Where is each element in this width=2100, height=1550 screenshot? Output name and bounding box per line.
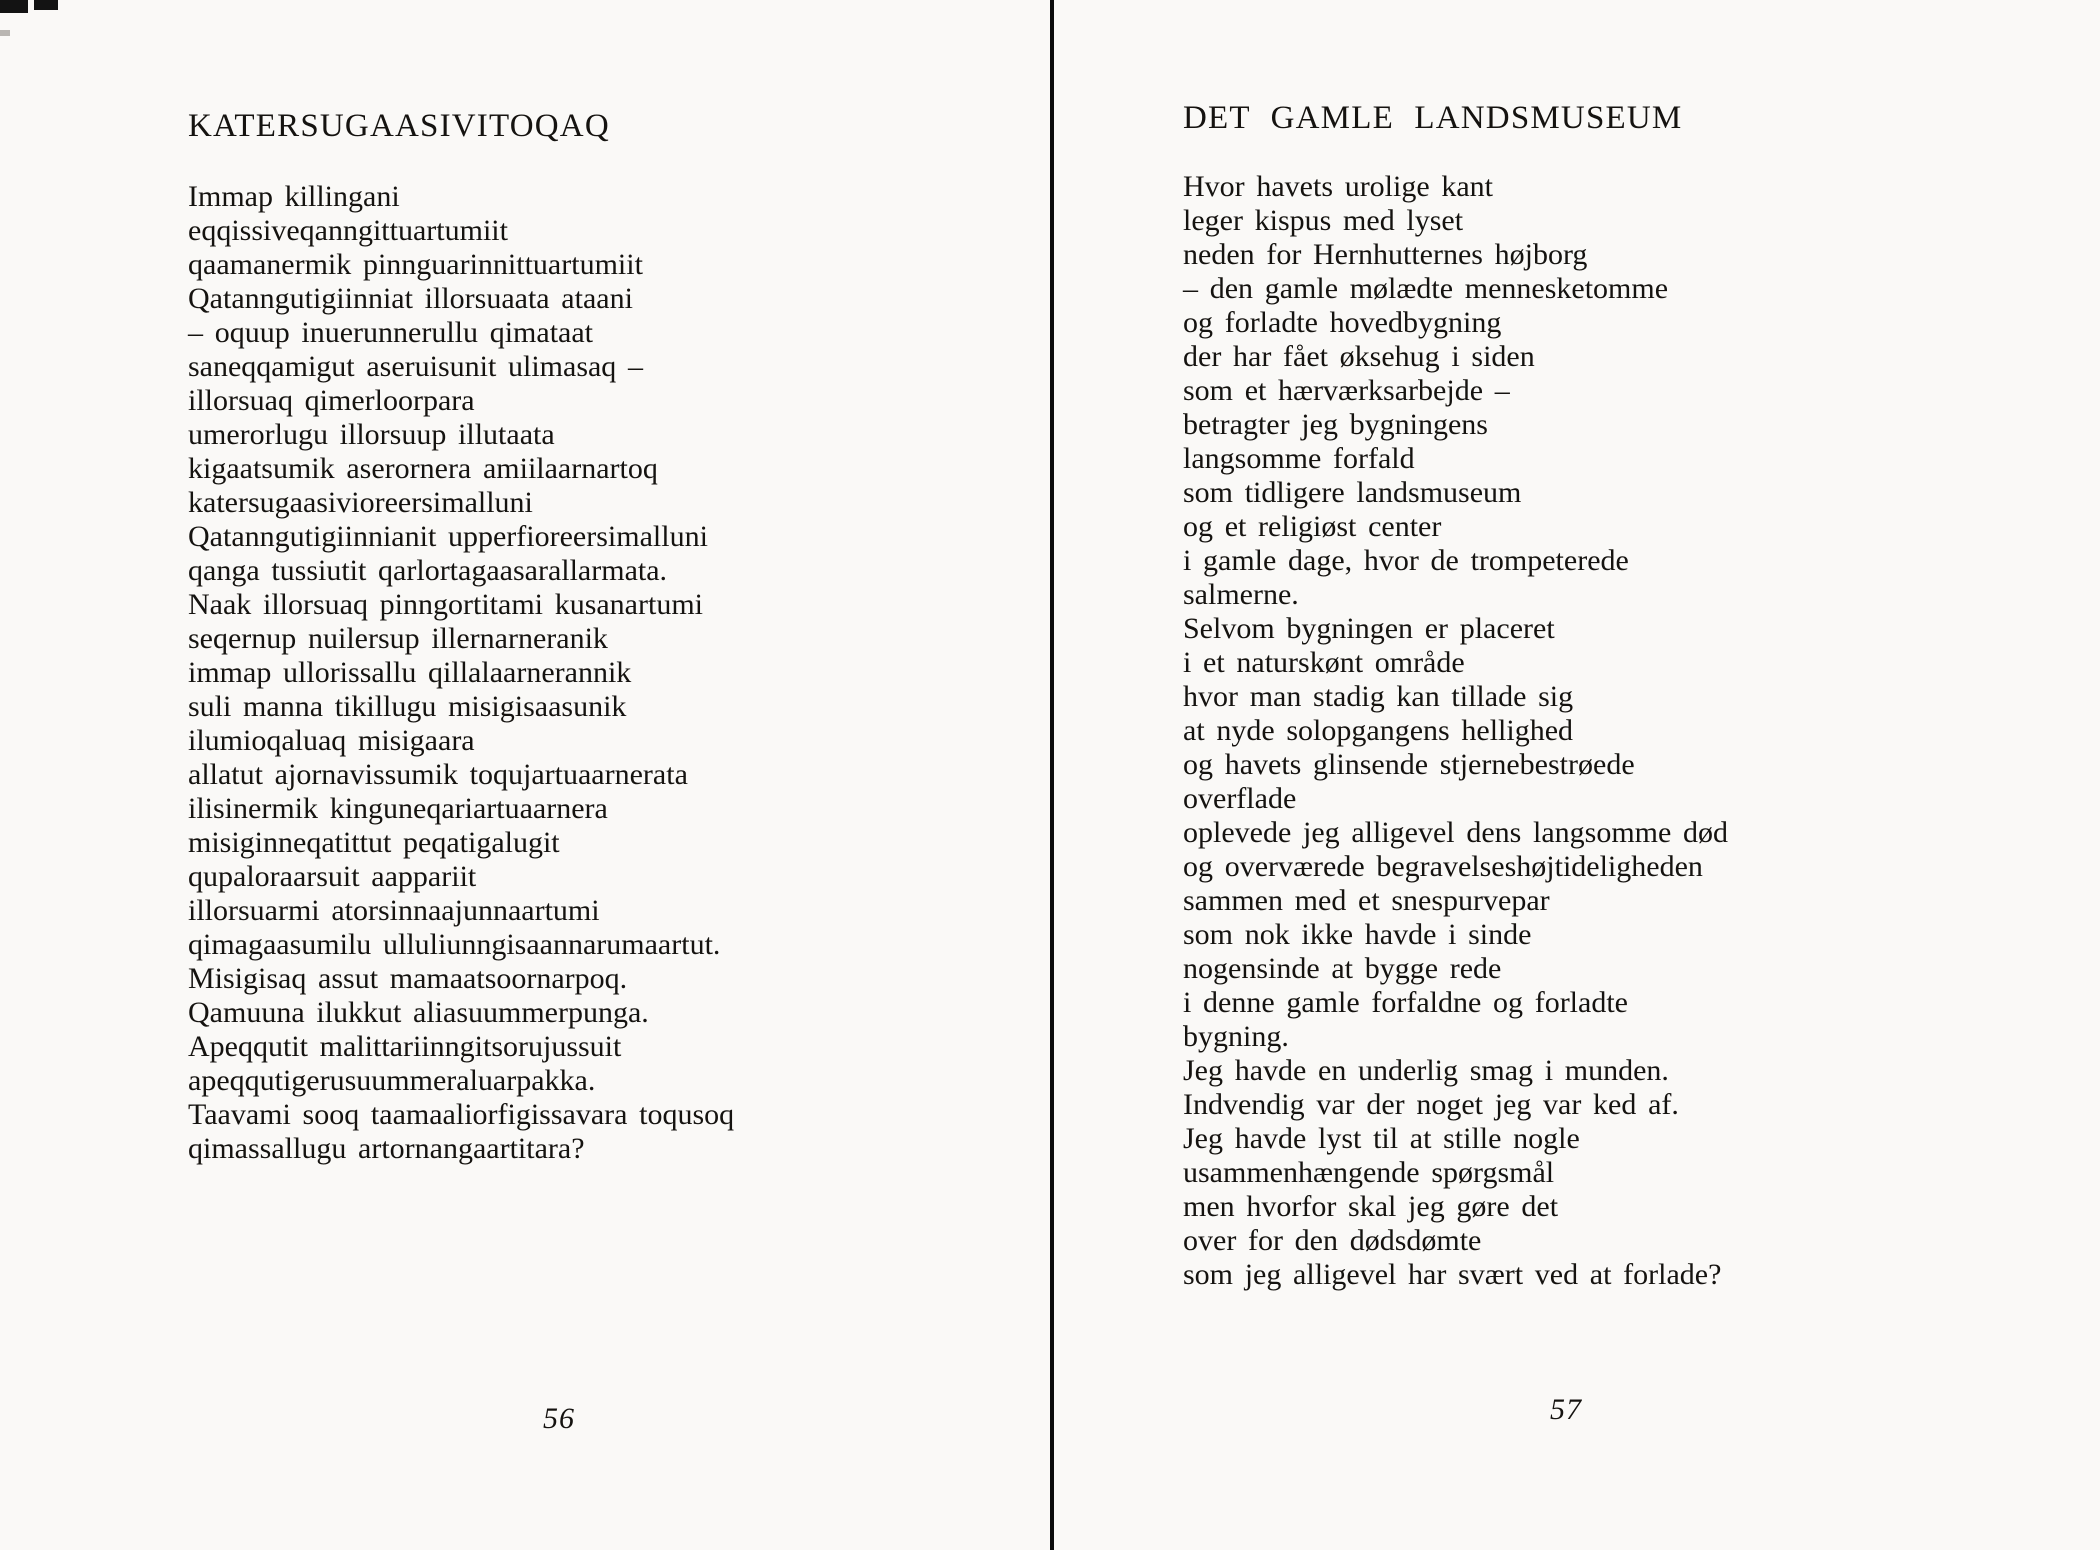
poem-line: og havets glinsende stjernebestrøede <box>1183 748 1635 781</box>
poem-line: men hvorfor skal jeg gøre det <box>1183 1190 1559 1223</box>
poem-line: neden for Hernhutternes højborg <box>1183 238 1588 271</box>
poem-line: i et naturskønt område <box>1183 646 1465 679</box>
poem-line: ilumioqaluaq misigaara <box>188 724 475 757</box>
poem-line: der har fået øksehug i siden <box>1183 340 1535 373</box>
poem-line: ilisinermik kinguneqariartuaarnera <box>188 792 608 825</box>
poem-line: i denne gamle forfaldne og forladte <box>1183 986 1628 1019</box>
poem-line: – den gamle mølædte mennesketomme <box>1183 272 1669 305</box>
left-poem-body <box>188 180 888 1166</box>
right-page-number: 57 <box>1550 1393 1582 1426</box>
poem-line: Qatanngutigiinnianit upperfioreersimalluni <box>188 520 708 553</box>
poem-line: sammen med et snespurvepar <box>1183 884 1550 917</box>
left-poem-title: KATERSUGAASIVITOQAQ <box>188 108 610 144</box>
poem-line: som tidligere landsmuseum <box>1183 476 1522 509</box>
scan-artifact <box>0 0 28 13</box>
poem-line: illorsuaq qimerloorpara <box>188 384 475 417</box>
poem-line: bygning. <box>1183 1020 1289 1053</box>
poem-line: qaamanermik pinnguarinnittuartumiit <box>188 248 643 281</box>
poem-line: allatut ajornavissumik toqujartuaarnerata <box>188 758 688 791</box>
poem-line: og overværede begravelseshøjtideligheden <box>1183 850 1703 883</box>
poem-line: suli manna tikillugu misigisaasunik <box>188 690 627 723</box>
poem-line: i gamle dage, hvor de trompeterede <box>1183 544 1629 577</box>
poem-line: qimagaasumilu ulluliunngisaannarumaartut. <box>188 928 721 961</box>
poem-line: langsomme forfald <box>1183 442 1415 475</box>
poem-line: umerorlugu illorsuup illutaata <box>188 418 555 451</box>
right-page <box>1183 100 1903 1292</box>
left-page-number: 56 <box>543 1402 575 1435</box>
poem-line: Hvor havets urolige kant <box>1183 170 1494 203</box>
right-poem-title: DET GAMLE LANDSMUSEUM <box>1183 100 1683 136</box>
poem-line: som nok ikke havde i sinde <box>1183 918 1532 951</box>
poem-line: – oquup inuerunnerullu qimataat <box>188 316 594 349</box>
poem-line: immap ullorissallu qillalaarnerannik <box>188 656 632 689</box>
poem-line: illorsuarmi atorsinnaajunnaartumi <box>188 894 600 927</box>
poem-line: betragter jeg bygningens <box>1183 408 1488 441</box>
poem-line: Jeg havde lyst til at stille nogle <box>1183 1122 1580 1155</box>
poem-line: qupaloraarsuit aappariit <box>188 860 477 893</box>
poem-line: leger kispus med lyset <box>1183 204 1464 237</box>
poem-line: misiginneqatittut peqatigalugit <box>188 826 560 859</box>
right-poem-body <box>1183 170 1903 1292</box>
poem-line: over for den dødsdømte <box>1183 1224 1482 1257</box>
poem-line: apeqqutigerusuummeraluarpakka. <box>188 1064 596 1097</box>
poem-line: nogensinde at bygge rede <box>1183 952 1502 985</box>
poem-line: Taavami sooq taamaaliorfigissavara toqusoq <box>188 1098 735 1131</box>
poem-line: qanga tussiutit qarlortagaasarallarmata. <box>188 554 668 587</box>
poem-line: Misigisaq assut mamaatsoornarpoq. <box>188 962 628 995</box>
poem-line: kigaatsumik aserornera amiilaarnartoq <box>188 452 658 485</box>
poem-line: Immap killingani <box>188 180 400 213</box>
poem-line: Qatanngutigiinniat illorsuaata ataani <box>188 282 633 315</box>
poem-line: og et religiøst center <box>1183 510 1442 543</box>
scan-artifact <box>0 30 10 36</box>
poem-line: Selvom bygningen er placeret <box>1183 612 1555 645</box>
poem-line: qimassallugu artornangaartitara? <box>188 1132 585 1165</box>
poem-line: eqqissiveqanngittuartumiit <box>188 214 508 247</box>
poem-line: som et hærværksarbejde – <box>1183 374 1510 407</box>
poem-line: Apeqqutit malittariinngitsorujussuit <box>188 1030 622 1063</box>
left-page <box>188 108 888 1166</box>
poem-line: saneqqamigut aseruisunit ulimasaq – <box>188 350 644 383</box>
poem-line: usammenhængende spørgsmål <box>1183 1156 1555 1189</box>
scan-artifact <box>34 0 58 10</box>
poem-line: overflade <box>1183 782 1297 815</box>
poem-line: Naak illorsuaq pinngortitami kusanartumi <box>188 588 703 621</box>
poem-line: oplevede jeg alligevel dens langsomme død <box>1183 816 1729 849</box>
poem-line: hvor man stadig kan tillade sig <box>1183 680 1574 713</box>
poem-line: seqernup nuilersup illernarneranik <box>188 622 608 655</box>
poem-line: Qamuuna ilukkut aliasuummerpunga. <box>188 996 649 1029</box>
poem-line: katersugaasivioreersimalluni <box>188 486 533 519</box>
poem-line: Indvendig var der noget jeg var ked af. <box>1183 1088 1679 1121</box>
poem-line: som jeg alligevel har svært ved at forlade? <box>1183 1258 1722 1291</box>
poem-line: salmerne. <box>1183 578 1299 611</box>
poem-line: at nyde solopgangens hellighed <box>1183 714 1574 747</box>
poem-line: Jeg havde en underlig smag i munden. <box>1183 1054 1669 1087</box>
page-divider <box>1050 0 1054 1550</box>
poem-line: og forladte hovedbygning <box>1183 306 1502 339</box>
